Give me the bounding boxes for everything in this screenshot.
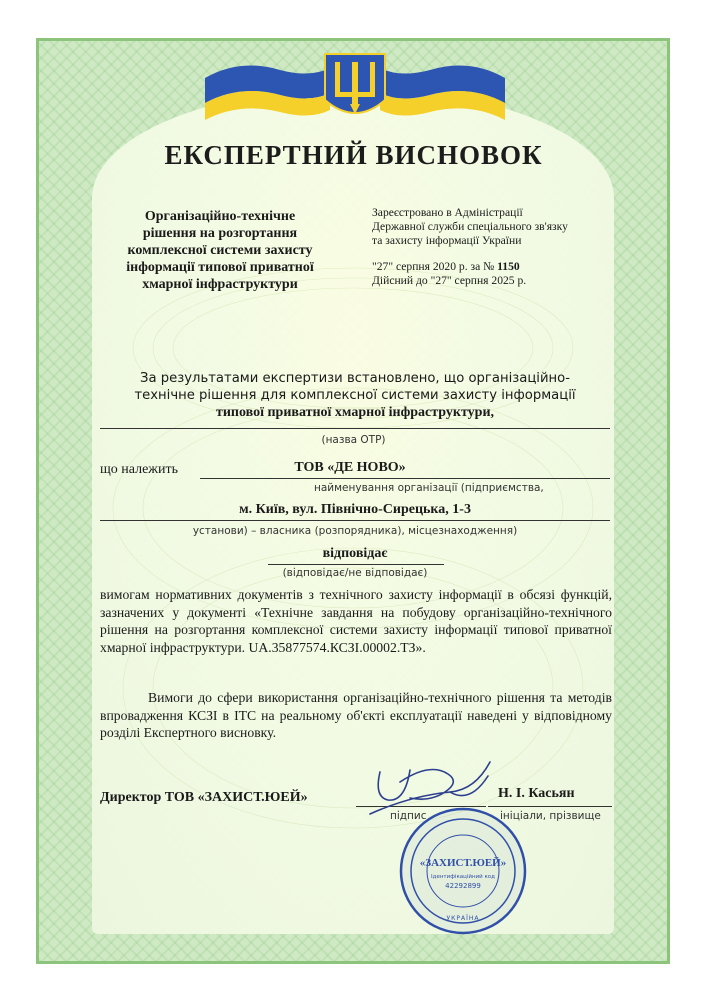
document-title: ЕКСПЕРТНИЙ ВИСНОВОК [164, 140, 543, 170]
subject-line: рішення на розгортання [142, 226, 298, 241]
subject-line: інформації типової приватної [126, 260, 314, 275]
subject-line: комплексної системи захисту [127, 243, 313, 258]
stamp-code-label: Ідентифікаційний код [431, 874, 495, 880]
verdict-caption: (відповідає/не відповідає) [282, 567, 428, 579]
findings-intro: За результатами експертизи встановлено, що організаційно- технічне рішення для комплексної системи захисту інформації типової приватної хмарної інфраструктури, [134, 371, 576, 420]
national-flag-emblem [200, 48, 510, 128]
subject-line: Організаційно-технічне [144, 209, 296, 224]
validity-date: Дійсний до "27" серпня 2025 р. [372, 274, 527, 287]
belongs-label: що належить [100, 462, 178, 477]
director-name: Н. І. Касьян [498, 786, 575, 801]
divider [100, 428, 610, 429]
divider [100, 520, 610, 521]
organization-name: ТОВ «ДЕ НОВО» [294, 460, 406, 475]
registration-number: 1150 [497, 260, 520, 273]
subject-line: хмарної інфраструктури [142, 277, 298, 292]
registration-block [372, 206, 612, 288]
registration-line: Зареєстровано в Адміністрації [372, 206, 523, 219]
registration-line: та захисту інформації України [372, 234, 522, 247]
signature-caption: підпис [390, 810, 427, 822]
organization-caption: найменування організації (підприємства, [314, 482, 544, 494]
stamp-ring-text: УКРАЇНА [446, 915, 480, 922]
registration-line: Державної служби спеціального зв'язку [372, 220, 568, 233]
solution-subject [110, 208, 330, 293]
director-signature [350, 752, 500, 830]
address-caption: установи) – власника (розпорядника), місцезнаходження) [192, 525, 518, 537]
registration-date: "27" серпня 2020 р. за № 1150 [372, 260, 520, 273]
usage-paragraph: Вимоги до сфери використання організаційно-технічного рішення та методів впровадження КСЗІ в ІТС на реальному об'єкті експлуатації наведені у відповідному розділі Експертного висновку. [100, 690, 612, 741]
organization-address: м. Київ, вул. Північно-Сирецька, 1-3 [239, 502, 471, 517]
otr-caption: (назва ОТР) [321, 434, 386, 446]
stamp-code: 42292899 [445, 882, 481, 890]
stamp-center-text: «ЗАХИСТ.ЮЕЙ» [419, 857, 507, 869]
verdict: відповідає [322, 546, 388, 561]
name-caption: ініціали, прізвище [500, 810, 601, 822]
otr-name: типової приватної хмарної інфраструктури, [215, 405, 495, 420]
divider [200, 478, 610, 479]
director-title: Директор ТОВ «ЗАХИСТ.ЮЕЙ» [100, 790, 308, 805]
divider [268, 564, 444, 565]
requirements-paragraph: вимогам нормативних документів з технічного захисту інформації в обсязі функцій, зазначених у документі «Технічне завдання на побудову організаційно-технічного рішення на розгортання комплексної системи захисту інформації типової приватної хмарної інфраструктури. UA.35877574.КСЗІ.00002.ТЗ». [100, 587, 612, 655]
